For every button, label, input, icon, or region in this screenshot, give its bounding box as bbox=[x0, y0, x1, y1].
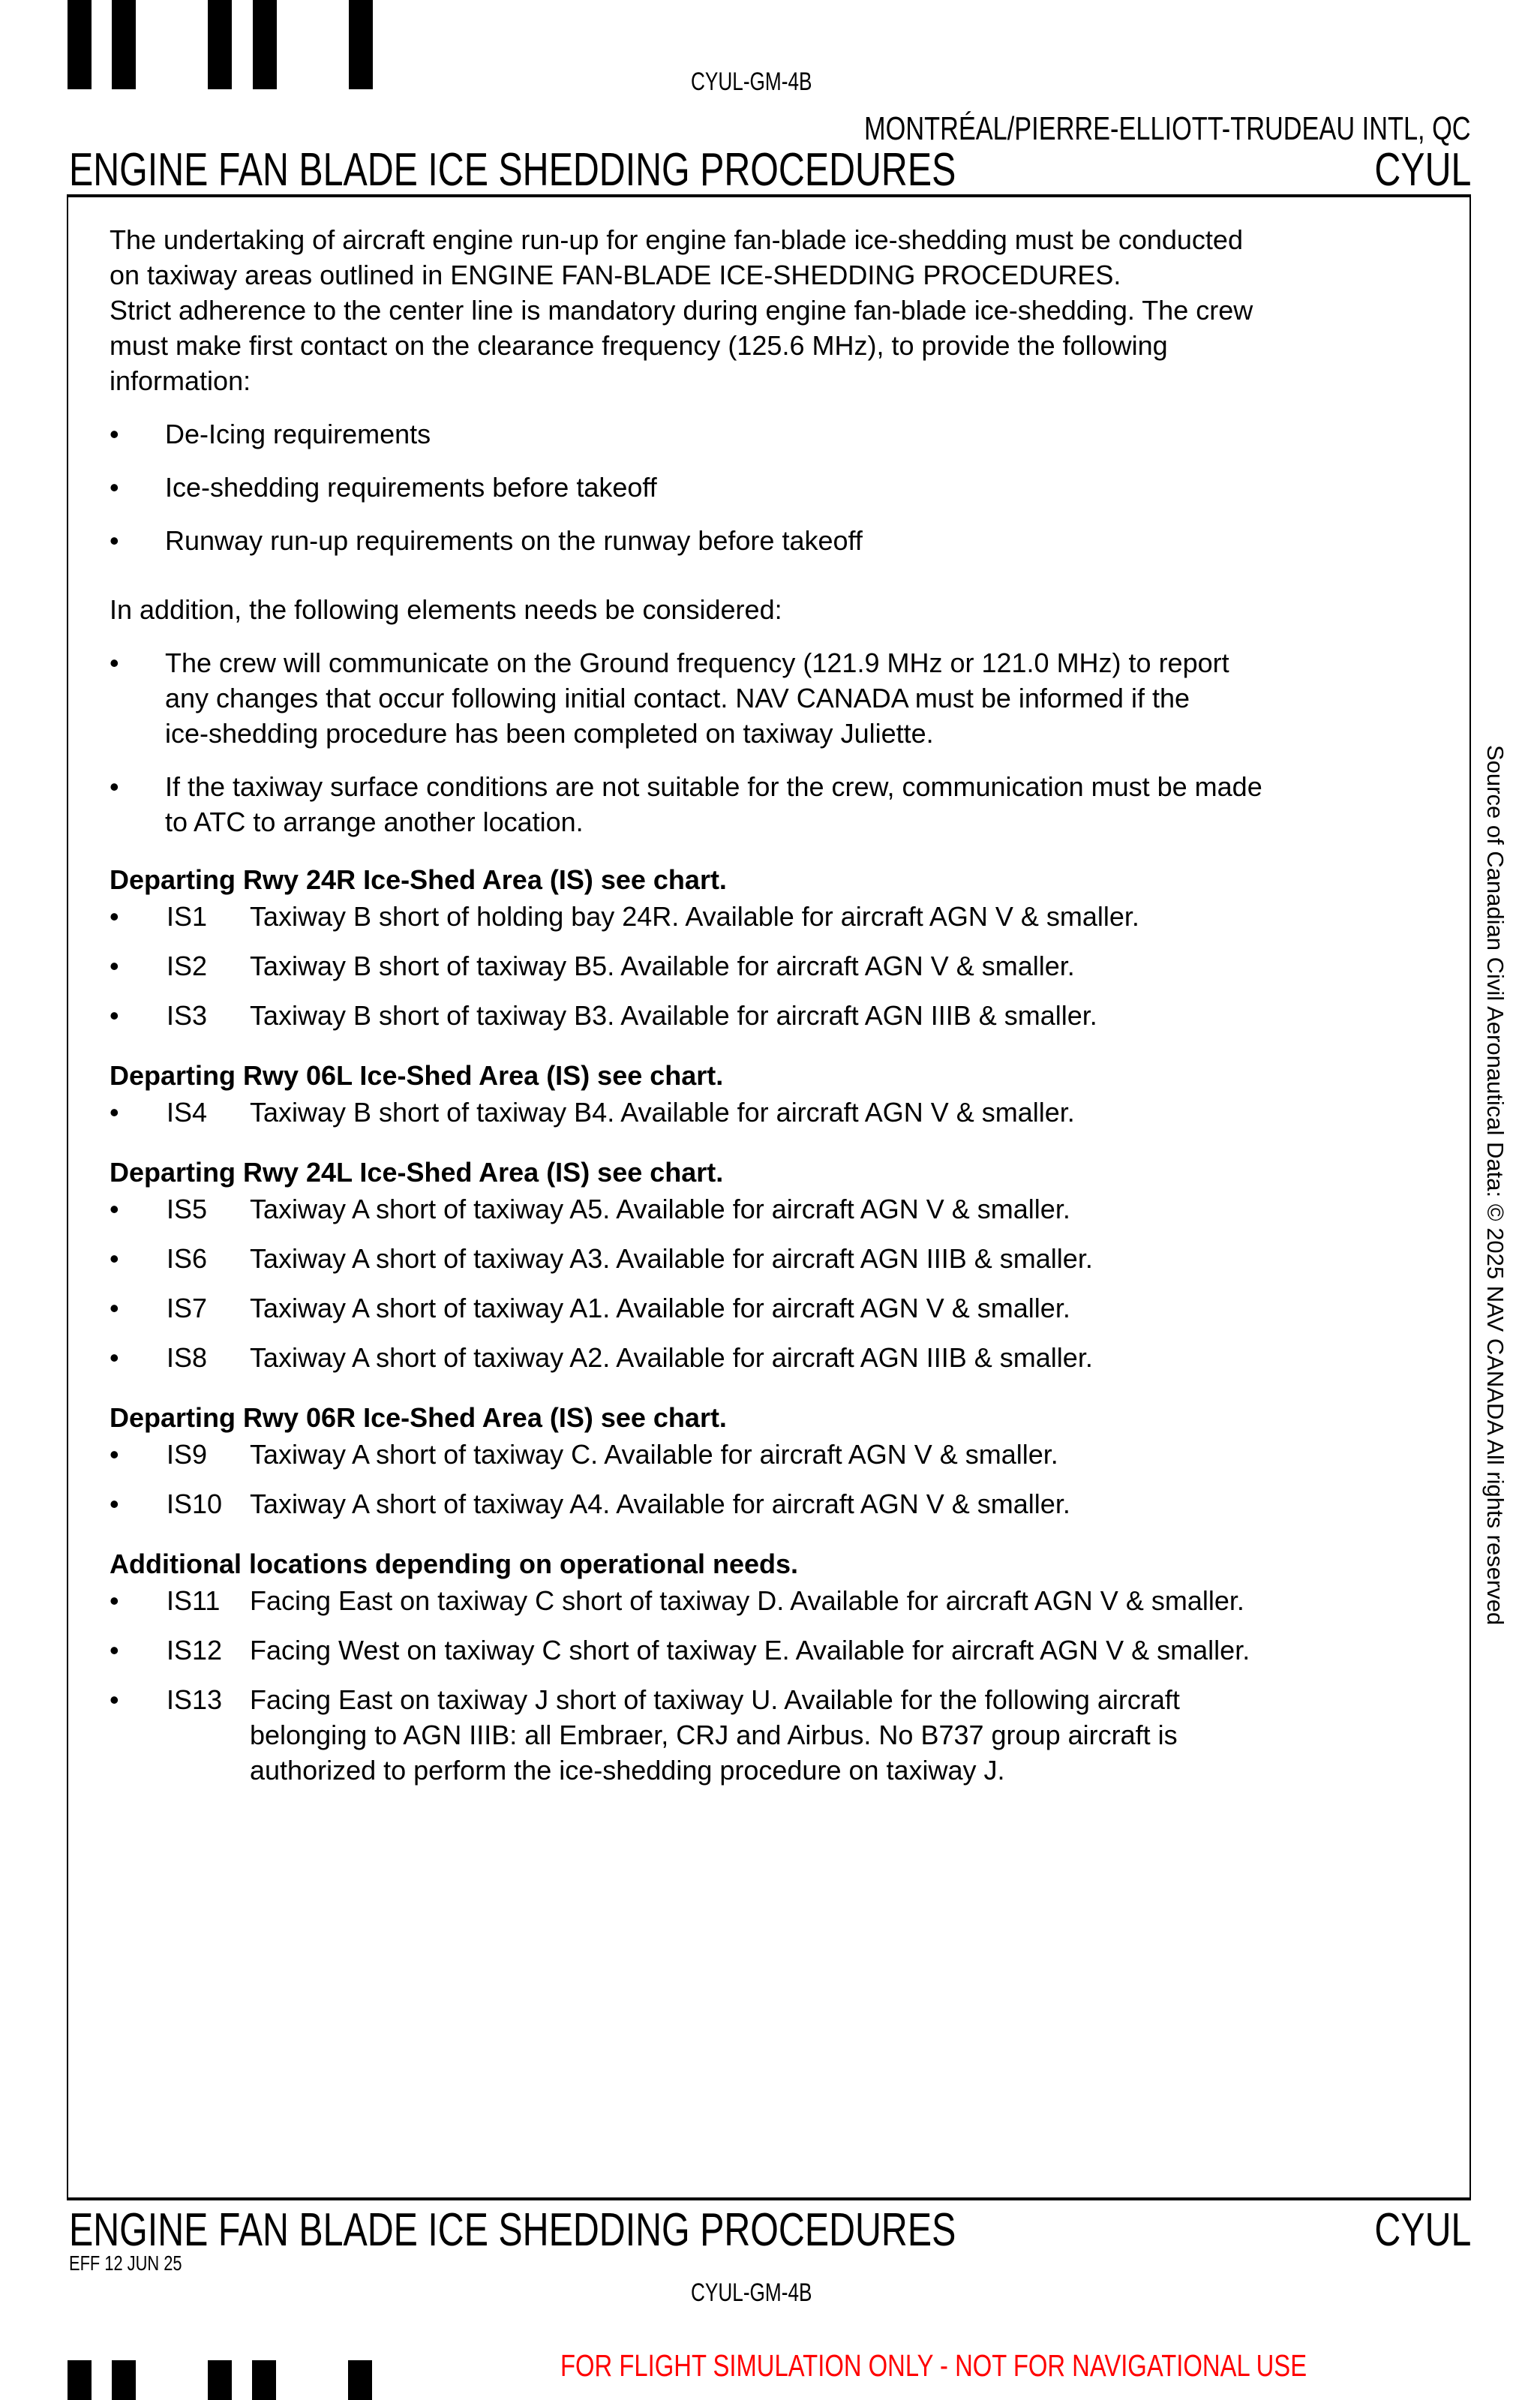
is-description-line: authorized to perform the ice-shedding procedure on taxiway J. bbox=[250, 1755, 1005, 1786]
info-bullet-text: Ice-shedding requirements before takeoff bbox=[165, 472, 657, 503]
bullet-icon: • bbox=[110, 771, 119, 802]
footer-doc-id-text: CYUL-GM-4B bbox=[691, 2278, 812, 2307]
intro-line: The undertaking of aircraft engine run-up for engine fan-blade ice-shedding must be conducted bbox=[110, 224, 1243, 255]
is-code: IS12 bbox=[167, 1635, 223, 1666]
consider-bullet bbox=[110, 645, 1445, 751]
is-code: IS7 bbox=[167, 1293, 208, 1323]
is-description bbox=[250, 1682, 1420, 1788]
bullet-icon: • bbox=[110, 901, 119, 932]
page-title bbox=[69, 144, 1206, 196]
is-description-line: Facing East on taxiway J short of taxiway U. Available for the following aircraft bbox=[250, 1684, 1180, 1715]
barcode-bar bbox=[112, 0, 136, 89]
is-description: Facing East on taxiway C short of taxiway D. Available for aircraft AGN V & smaller. bbox=[250, 1585, 1244, 1616]
section-heading-24r: Departing Rwy 24R Ice-Shed Area (IS) see chart. bbox=[110, 864, 727, 895]
bullet-icon: • bbox=[110, 951, 119, 981]
ice-shed-item bbox=[110, 1583, 1445, 1633]
consider-line: to ATC to arrange another location. bbox=[165, 807, 584, 837]
ice-shed-item bbox=[110, 998, 1445, 1035]
ice-shed-item bbox=[110, 899, 1445, 948]
procedure-content bbox=[110, 222, 1445, 1788]
section-heading-24l: Departing Rwy 24L Ice-Shed Area (IS) see chart. bbox=[110, 1157, 724, 1188]
is-description: Taxiway B short of taxiway B5. Available for aircraft AGN V & smaller. bbox=[250, 951, 1075, 981]
copyright-note bbox=[1481, 745, 1511, 1653]
doc-id-text: CYUL-GM-4B bbox=[691, 68, 812, 96]
bullet-icon: • bbox=[110, 1684, 119, 1715]
consider-line: ice-shedding procedure has been completed on taxiway Juliette. bbox=[165, 718, 934, 749]
info-bullet-text: De-Icing requirements bbox=[165, 419, 431, 449]
ice-shed-item bbox=[110, 1095, 1445, 1132]
consider-bullet bbox=[110, 769, 1445, 840]
ice-shed-item bbox=[110, 1241, 1445, 1290]
is-code: IS8 bbox=[167, 1342, 208, 1373]
airport-ident-text: CYUL bbox=[1373, 144, 1471, 196]
simulation-disclaimer bbox=[560, 2350, 1493, 2381]
is-description: Taxiway A short of taxiway A2. Available for aircraft AGN IIIB & smaller. bbox=[250, 1342, 1093, 1373]
barcode-bar bbox=[208, 0, 232, 89]
is-description: Taxiway B short of holding bay 24R. Available for aircraft AGN V & smaller. bbox=[250, 901, 1139, 932]
is-code: IS3 bbox=[167, 1000, 208, 1031]
is-description: Taxiway A short of taxiway A1. Available for aircraft AGN V & smaller. bbox=[250, 1293, 1070, 1323]
ice-shed-item bbox=[110, 1486, 1445, 1524]
consider-line: If the taxiway surface conditions are not suitable for the crew, communication must be made bbox=[165, 771, 1262, 802]
footer-doc-id bbox=[691, 2280, 848, 2305]
ice-shed-item bbox=[110, 948, 1445, 998]
bullet-icon: • bbox=[110, 1342, 119, 1373]
barcode-bar bbox=[253, 0, 277, 89]
barcode-bar bbox=[112, 2360, 136, 2400]
is-code: IS4 bbox=[167, 1097, 208, 1128]
barcode-bar bbox=[68, 2360, 92, 2400]
bullet-icon: • bbox=[110, 1488, 119, 1519]
is-description: Taxiway B short of taxiway B3. Available for aircraft AGN IIIB & smaller. bbox=[250, 1000, 1097, 1031]
copyright-text: Source of Canadian Civil Aeronautical Data: © 2025 NAV CANADA All rights reserved bbox=[1482, 745, 1508, 1626]
bullet-icon: • bbox=[110, 1585, 119, 1616]
footer-ident bbox=[1347, 2204, 1471, 2256]
footer-ident-text: CYUL bbox=[1373, 2204, 1471, 2256]
consider-line: any changes that occur following initial contact. NAV CANADA must be informed if the bbox=[165, 683, 1190, 713]
ice-shed-item bbox=[110, 1633, 1445, 1682]
addition-intro: In addition, the following elements needs be considered: bbox=[110, 594, 782, 625]
info-bullet bbox=[110, 470, 1445, 523]
header-doc-id bbox=[691, 69, 848, 95]
barcode-bar bbox=[68, 0, 92, 89]
airport-name-text: MONTRÉAL/PIERRE-ELLIOTT-TRUDEAU INTL, QC bbox=[864, 110, 1471, 147]
section-heading-additional: Additional locations depending on operational needs. bbox=[110, 1548, 799, 1579]
ice-shed-item bbox=[110, 1340, 1445, 1377]
footer-title-text: ENGINE FAN BLADE ICE SHEDDING PROCEDURES bbox=[69, 2204, 956, 2256]
is-code: IS11 bbox=[167, 1585, 221, 1616]
intro-line: must make first contact on the clearance frequency (125.6 MHz), to provide the following bbox=[110, 330, 1168, 361]
is-description: Taxiway A short of taxiway A3. Available for aircraft AGN IIIB & smaller. bbox=[250, 1243, 1093, 1274]
bullet-icon: • bbox=[110, 1635, 119, 1666]
bullet-icon: • bbox=[110, 419, 119, 449]
bullet-icon: • bbox=[110, 1439, 119, 1470]
bullet-icon: • bbox=[110, 1097, 119, 1128]
airport-name bbox=[693, 110, 1471, 147]
info-bullet bbox=[110, 523, 1445, 576]
info-bullet bbox=[110, 416, 1445, 470]
intro-line: Strict adherence to the center line is mandatory during engine fan-blade ice-shedding. The crew bbox=[110, 295, 1253, 326]
bullet-icon: • bbox=[110, 647, 119, 678]
is-description: Taxiway A short of taxiway A5. Available for aircraft AGN V & smaller. bbox=[250, 1194, 1070, 1224]
barcode-bar bbox=[348, 2360, 372, 2400]
bullet-icon: • bbox=[110, 1000, 119, 1031]
is-code: IS13 bbox=[167, 1684, 223, 1715]
is-description-line: belonging to AGN IIIB: all Embraer, CRJ and Airbus. No B737 group aircraft is bbox=[250, 1720, 1178, 1750]
consider-line: The crew will communicate on the Ground frequency (121.9 MHz or 121.0 MHz) to report bbox=[165, 647, 1229, 678]
is-code: IS2 bbox=[167, 951, 208, 981]
barcode-bar bbox=[252, 2360, 276, 2400]
bullet-icon: • bbox=[110, 1194, 119, 1224]
is-description: Taxiway B short of taxiway B4. Available for aircraft AGN V & smaller. bbox=[250, 1097, 1075, 1128]
ice-shed-item bbox=[110, 1682, 1445, 1788]
barcode-bar bbox=[349, 0, 373, 89]
bullet-icon: • bbox=[110, 472, 119, 503]
barcode-bar bbox=[208, 2360, 232, 2400]
effective-date bbox=[69, 2253, 214, 2274]
ice-shed-item bbox=[110, 1290, 1445, 1340]
info-bullet-text: Runway run-up requirements on the runway before takeoff bbox=[165, 525, 863, 556]
airport-ident bbox=[1347, 144, 1471, 196]
page-title-text: ENGINE FAN BLADE ICE SHEDDING PROCEDURES bbox=[69, 144, 956, 196]
is-description: Taxiway A short of taxiway A4. Available for aircraft AGN V & smaller. bbox=[250, 1488, 1070, 1519]
is-code: IS5 bbox=[167, 1194, 208, 1224]
ice-shed-item bbox=[110, 1191, 1445, 1241]
effective-date-text: EFF 12 JUN 25 bbox=[69, 2251, 182, 2275]
is-code: IS9 bbox=[167, 1439, 208, 1470]
is-description: Facing West on taxiway C short of taxiway E. Available for aircraft AGN V & smaller. bbox=[250, 1635, 1250, 1666]
intro-line: information: bbox=[110, 365, 251, 396]
bullet-icon: • bbox=[110, 525, 119, 556]
footer-title bbox=[69, 2204, 1206, 2256]
is-code: IS10 bbox=[167, 1488, 223, 1519]
is-code: IS6 bbox=[167, 1243, 208, 1274]
bullet-icon: • bbox=[110, 1293, 119, 1323]
intro-line: on taxiway areas outlined in ENGINE FAN-BLADE ICE-SHEDDING PROCEDURES. bbox=[110, 260, 1121, 290]
bullet-icon: • bbox=[110, 1243, 119, 1274]
section-heading-06r: Departing Rwy 06R Ice-Shed Area (IS) see chart. bbox=[110, 1402, 727, 1433]
simulation-disclaimer-text: FOR FLIGHT SIMULATION ONLY - NOT FOR NAVIGATIONAL USE bbox=[560, 2348, 1307, 2383]
is-description: Taxiway A short of taxiway C. Available for aircraft AGN V & smaller. bbox=[250, 1439, 1058, 1470]
is-code: IS1 bbox=[167, 901, 208, 932]
section-heading-06l: Departing Rwy 06L Ice-Shed Area (IS) see chart. bbox=[110, 1060, 724, 1091]
ice-shed-item bbox=[110, 1437, 1445, 1486]
